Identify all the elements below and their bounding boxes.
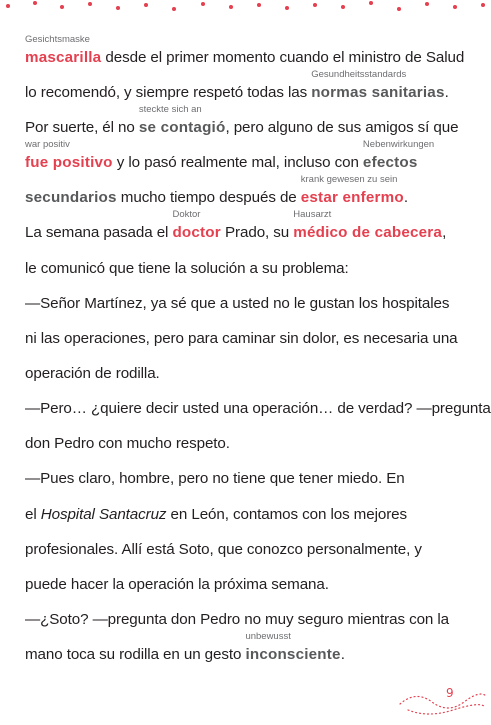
text-line-8: —Señor Martínez, ya sé que a usted no le gustan los hospitales: [25, 295, 450, 312]
gloss: Doktor: [172, 209, 201, 220]
text-line-15: profesionales. Allí está Soto, que conozco personalmente, y: [25, 541, 422, 558]
vocab-mascarilla: Gesichtsmaske mascarilla: [25, 34, 102, 66]
wave-ornament: [398, 684, 488, 720]
gloss: unbewusst: [245, 631, 291, 642]
vocab-normas-sanitarias: Gesundheitsstandards normas sanitarias: [311, 69, 445, 101]
gloss: Nebenwirkungen: [362, 139, 435, 150]
hospital-name: Hospital Santacruz: [40, 506, 167, 523]
text-line-1: Gesichtsmaske mascarilla desde el primer momento cuando el ministro de Salud: [25, 34, 465, 66]
vocab-estar-enfermo: krank gewesen zu sein estar enfermo: [300, 174, 404, 206]
text-line-2: lo recomendó, y siempre respetó todas las Gesundheitsstandards normas sanitarias.: [25, 69, 449, 101]
text-line-10: operación de rodilla.: [25, 365, 160, 382]
text-line-16: puede hacer la operación la próxima semana.: [25, 576, 329, 593]
text-line-17: —¿Soto? —pregunta don Pedro no muy seguro mientras con la: [25, 611, 450, 628]
vocab-secundarios: secundarios: [25, 189, 117, 206]
text-line-13: —Pues claro, hombre, pero no tiene que tener miedo. En: [25, 470, 405, 487]
text-line-5: secundarios mucho tiempo después de krank gewesen zu sein estar enfermo.: [25, 174, 408, 206]
gloss: war positiv: [25, 139, 70, 150]
text-line-3: Por suerte, él no steckte sich an se contagió, pero alguno de sus amigos sí que: [25, 104, 459, 136]
vocab-fue-positivo: war positiv fue positivo: [25, 139, 113, 171]
vocab-medico-de-cabecera: Hausarzt médico de cabecera: [293, 209, 443, 241]
vocab-efectos: Nebenwirkungen efectos: [362, 139, 435, 171]
text-line-4: war positiv fue positivo y lo pasó realmente mal, incluso con Nebenwirkungen efectos: [25, 139, 435, 171]
vocab-doctor: Doktor doctor: [172, 209, 221, 241]
page-number: 9: [446, 686, 454, 700]
gloss: krank gewesen zu sein: [300, 174, 398, 185]
text-line-12: don Pedro con mucho respeto.: [25, 435, 230, 452]
page-number-ornament: [398, 684, 488, 720]
text-line-6: La semana pasada el Doktor doctor Prado, su Hausarzt médico de cabecera,: [25, 209, 447, 241]
top-dot-border: [0, 0, 491, 20]
gloss: Gesundheitsstandards: [311, 69, 407, 80]
text-line-11: —Pero… ¿quiere decir usted una operación… de verdad? —pregunta: [25, 400, 491, 417]
gloss: Gesichtsmaske: [25, 34, 90, 45]
text-line-9: ni las operaciones, pero para caminar sin dolor, es necesaria una: [25, 330, 458, 347]
vocab-se-contagio: steckte sich an se contagió: [138, 104, 226, 136]
text-line-18: mano toca su rodilla en un gesto unbewusst inconsciente.: [25, 631, 345, 663]
gloss: Hausarzt: [293, 209, 332, 220]
vocab-inconsciente: unbewusst inconsciente: [245, 631, 341, 663]
gloss: steckte sich an: [138, 104, 202, 115]
text-line-14: el Hospital Santacruz en León, contamos con los mejores: [25, 506, 408, 523]
text-line-7: le comunicó que tiene la solución a su problema:: [25, 260, 349, 277]
